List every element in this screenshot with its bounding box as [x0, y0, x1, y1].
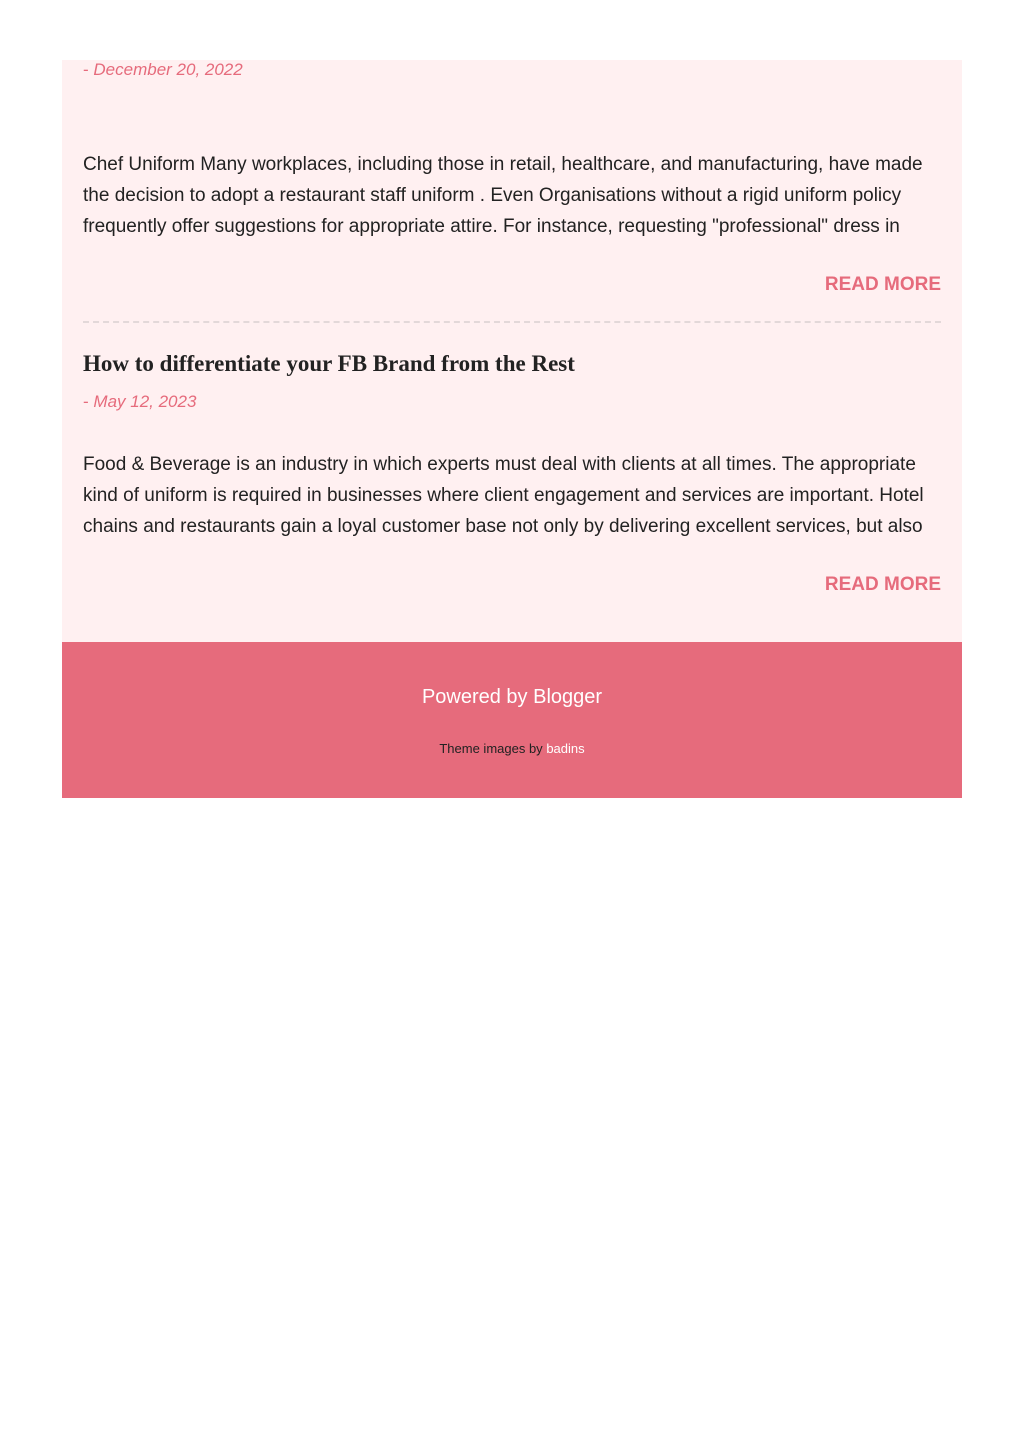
- post-title[interactable]: How to differentiate your FB Brand from the Rest: [83, 351, 575, 376]
- read-more-link[interactable]: READ MORE: [824, 574, 941, 595]
- post-date-link[interactable]: December 20, 2022: [93, 60, 243, 79]
- theme-credit: [62, 741, 962, 757]
- powered-by-blogger-link[interactable]: Powered by Blogger: [421, 686, 603, 708]
- theme-author-link[interactable]: badins: [546, 741, 585, 756]
- date-prefix: -: [83, 60, 89, 79]
- post-snippet: Food & Beverage is an industry in which experts must deal with clients at all times. The appropriate kind of uniform is required in businesses where client engagement and services are important. Hotel chains and restaurants gain a loyal customer base not only by delivering excellent services, but also: [83, 454, 924, 537]
- blog-post-list: [62, 60, 962, 642]
- post-date: [83, 392, 196, 412]
- post-snippet: Chef Uniform Many workplaces, including those in retail, healthcare, and manufacturing, have made the decision to adopt a restaurant staff uniform . Even Organisations without a rigid uniform policy frequently offer suggestions for appropriate attire. For instance, requesting "professional" dress in: [83, 154, 923, 237]
- blog-footer: [62, 642, 962, 798]
- theme-credit-text: Theme images by: [439, 741, 543, 756]
- post-date: [83, 60, 243, 80]
- post-divider: [83, 321, 941, 323]
- read-more-link[interactable]: READ MORE: [824, 274, 941, 295]
- date-prefix: -: [83, 392, 89, 411]
- post-date-link[interactable]: May 12, 2023: [93, 392, 197, 411]
